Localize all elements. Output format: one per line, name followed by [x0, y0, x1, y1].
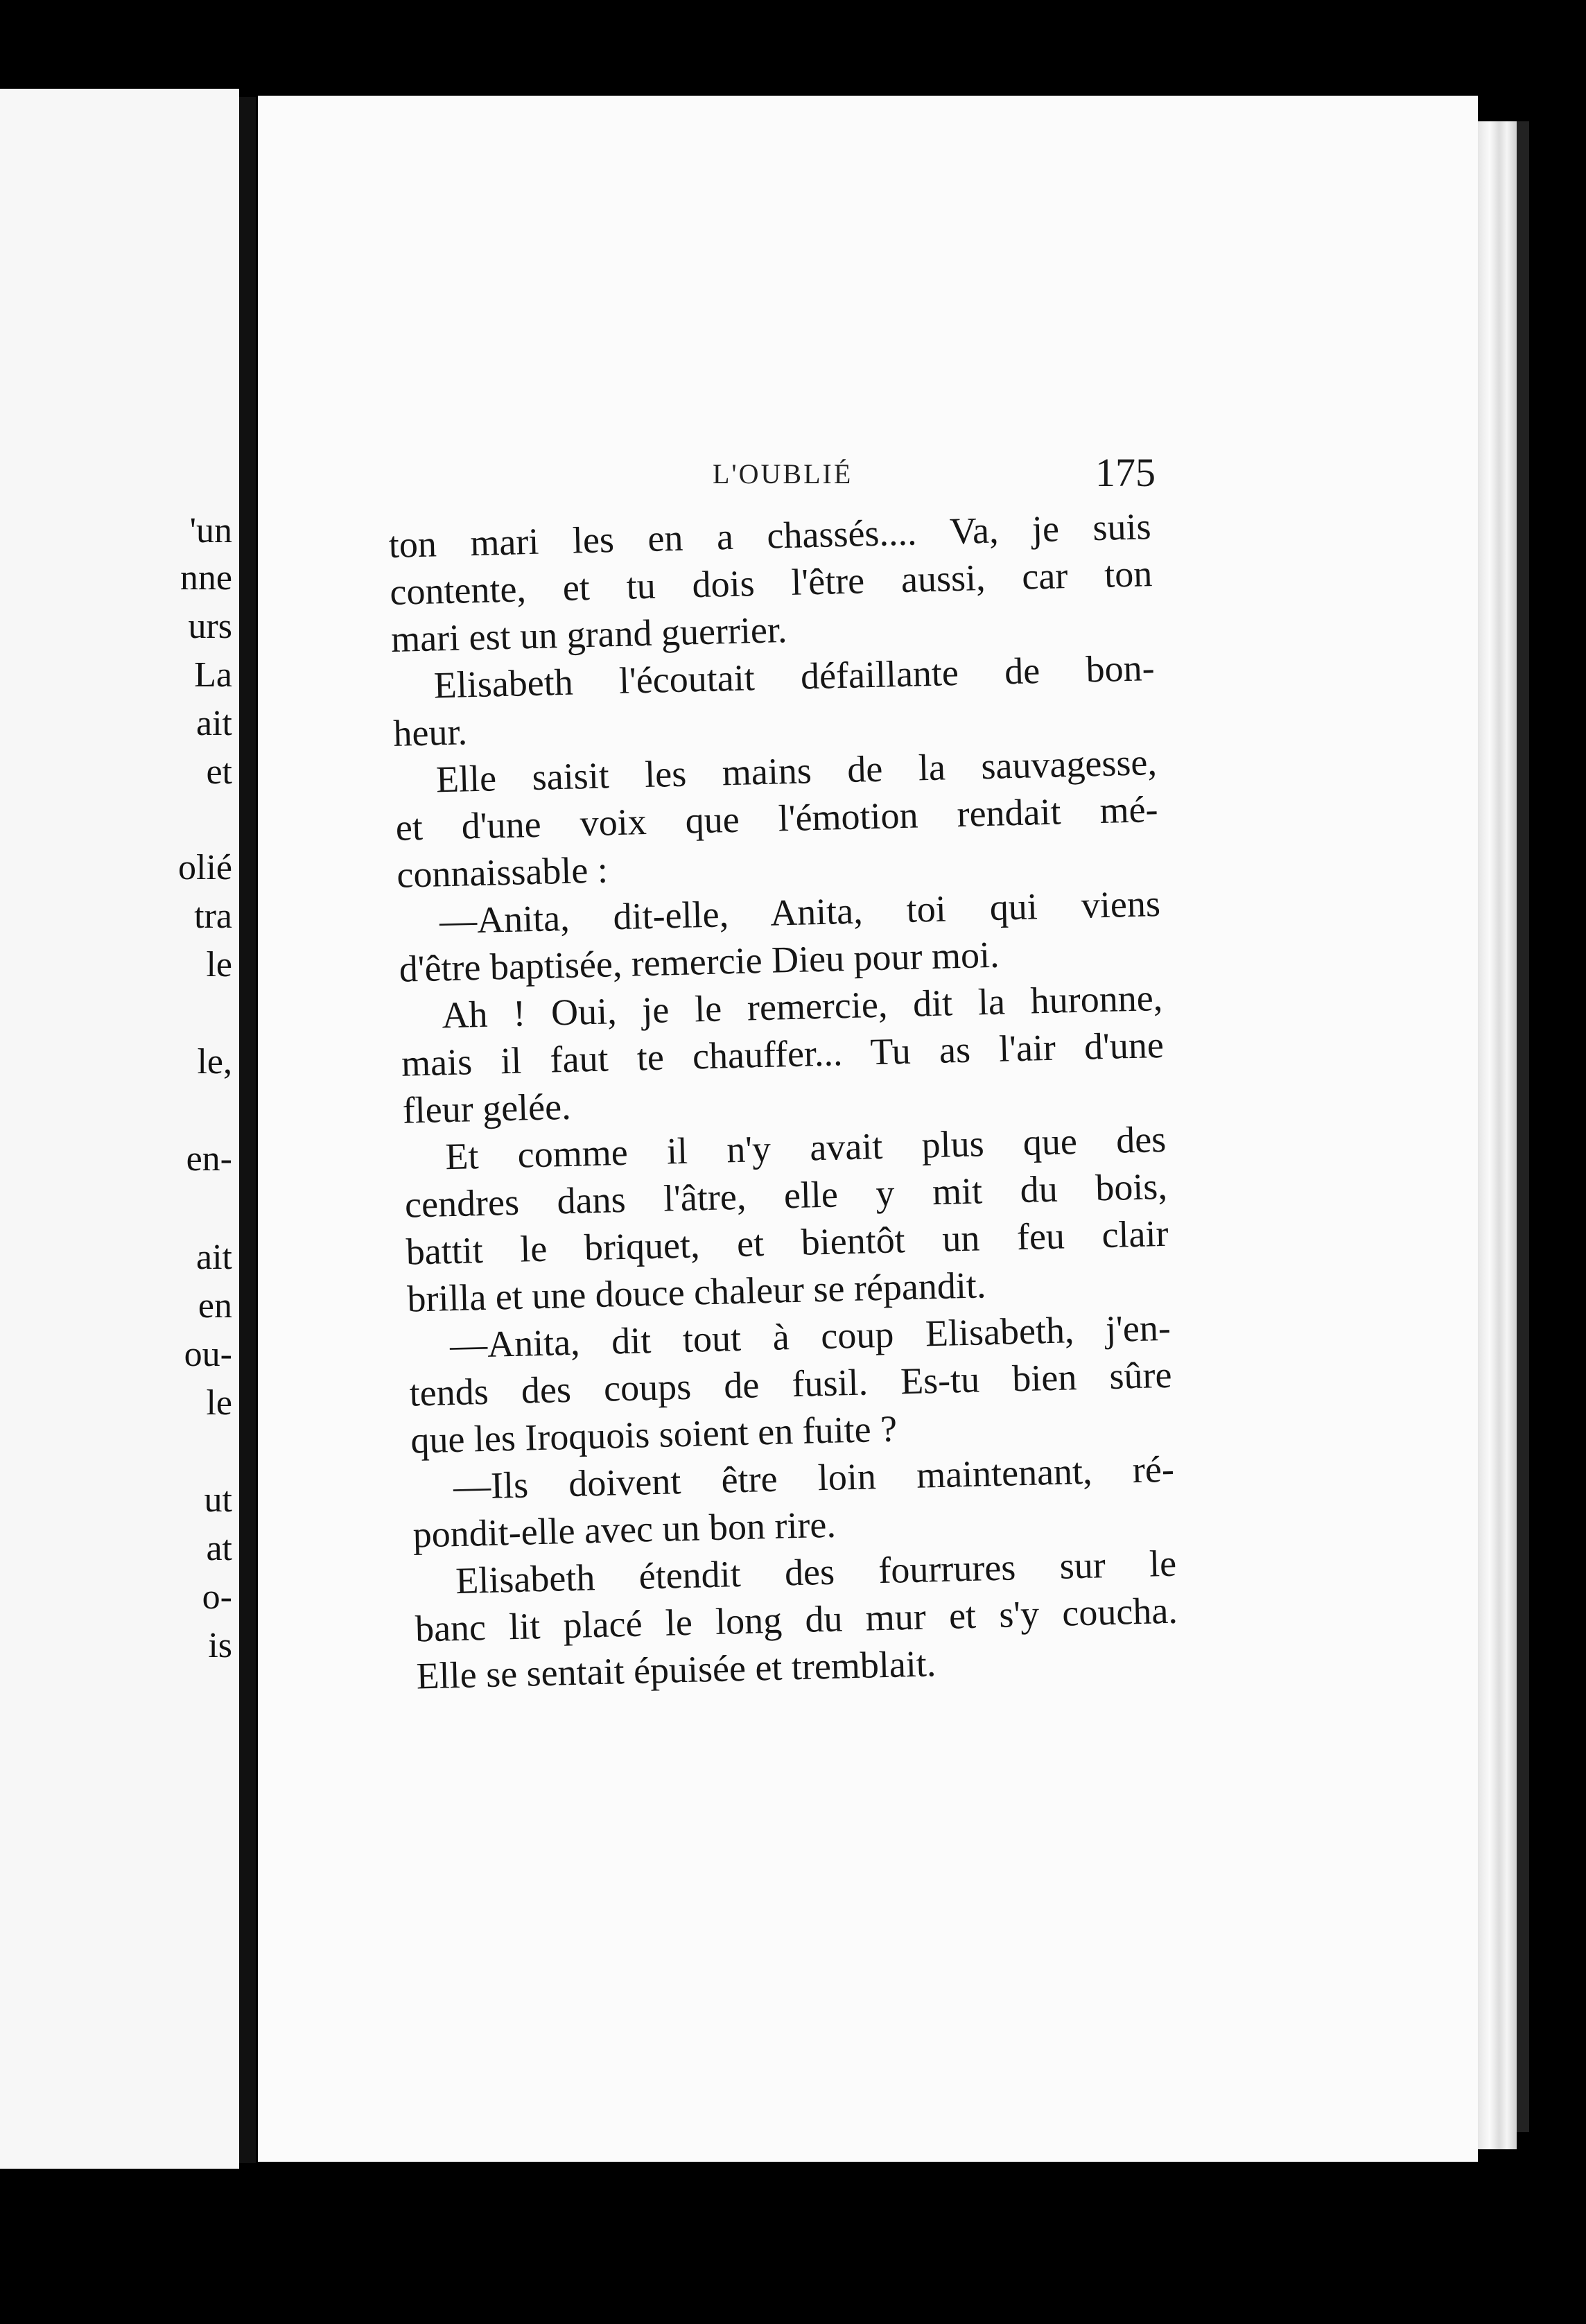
text-line: Ah ! Oui, je le remercie, dit la huronne,	[441, 976, 1163, 1037]
left-page-fragment: ait	[196, 704, 232, 743]
text-line: connaissable :	[396, 849, 609, 896]
left-page-fragment: en-	[186, 1139, 232, 1179]
left-page-fragment: ut	[204, 1480, 232, 1520]
text-line: heur.	[392, 711, 468, 754]
text-line: ton mari les en a chassés.... Va, je suis	[388, 505, 1152, 566]
left-page-fragment: tra	[194, 896, 232, 936]
text-line: que les Iroquois soient en fuite ?	[410, 1407, 898, 1462]
text-line: Elisabeth étendit des fourrures sur le	[455, 1542, 1177, 1602]
text-line: —Anita, dit-elle, Anita, toi qui viens	[439, 882, 1161, 942]
left-page-fragment: urs	[188, 607, 232, 646]
left-page-fragment: nne	[180, 558, 232, 598]
left-page-fragment: le	[206, 945, 232, 985]
left-page-fragment: le	[206, 1383, 232, 1423]
text-line: mari est un grand guerrier.	[390, 608, 788, 660]
page-edges	[1478, 121, 1517, 2149]
body-text	[388, 503, 1179, 1699]
text-line: fleur gelée.	[402, 1085, 572, 1131]
text-line: contente, et tu dois l'être aussi, car ton	[389, 553, 1153, 613]
text-line: tends des coups de fusil. Es-tu bien sûre	[409, 1353, 1173, 1414]
text-line: cendres dans l'âtre, elle y mit du bois,	[404, 1165, 1168, 1226]
left-page-fragment: o-	[202, 1577, 232, 1617]
text-line: —Ils doivent être loin maintenant, ré-	[453, 1448, 1175, 1508]
text-line: Et comme il n'y avait plus que des	[444, 1118, 1167, 1178]
text-line: —Anita, dit tout à coup Elisabeth, j'en-	[449, 1306, 1171, 1367]
left-page-fragment: 'un	[189, 511, 232, 550]
text-line: Elisabeth l'écoutait défaillante de bon-	[433, 647, 1156, 706]
text-line: d'être baptisée, remercie Dieu pour moi.	[399, 933, 1000, 990]
text-line: et d'une voix que l'émotion rendait mé-	[395, 788, 1159, 849]
left-page-fragment: ait	[196, 1238, 232, 1277]
left-page-fragment: olié	[178, 848, 232, 887]
text-line: brilla et une douce chaleur se répandit.	[406, 1264, 987, 1320]
left-page-fragment: is	[208, 1626, 232, 1665]
previous-page-fragment	[0, 89, 239, 2169]
left-page-fragment: en	[198, 1286, 232, 1326]
running-head: L'OUBLIÉ	[713, 458, 853, 489]
book-gutter	[239, 97, 256, 2163]
left-page-fragment: ou-	[184, 1335, 232, 1374]
text-line: banc lit placé le long du mur et s'y coucha.	[415, 1589, 1178, 1650]
text-line: Elle se sentait épuisée et tremblait.	[415, 1642, 936, 1697]
page-number: 175	[1095, 450, 1156, 495]
left-page-fragment: at	[206, 1529, 232, 1568]
left-page-fragment: le,	[197, 1042, 232, 1082]
left-page-fragment: et	[206, 752, 232, 792]
page-edge-shadow	[1517, 121, 1529, 2132]
text-line: battit le briquet, et bientôt un feu clair	[406, 1212, 1169, 1273]
text-line: mais il faut te chauffer... Tu as l'air d'une	[401, 1023, 1165, 1084]
text-line: Elle saisit les mains de la sauvagesse,	[435, 741, 1158, 801]
text-line: pondit-elle avec un bon rire.	[412, 1503, 837, 1556]
left-page-fragment: La	[194, 655, 232, 695]
